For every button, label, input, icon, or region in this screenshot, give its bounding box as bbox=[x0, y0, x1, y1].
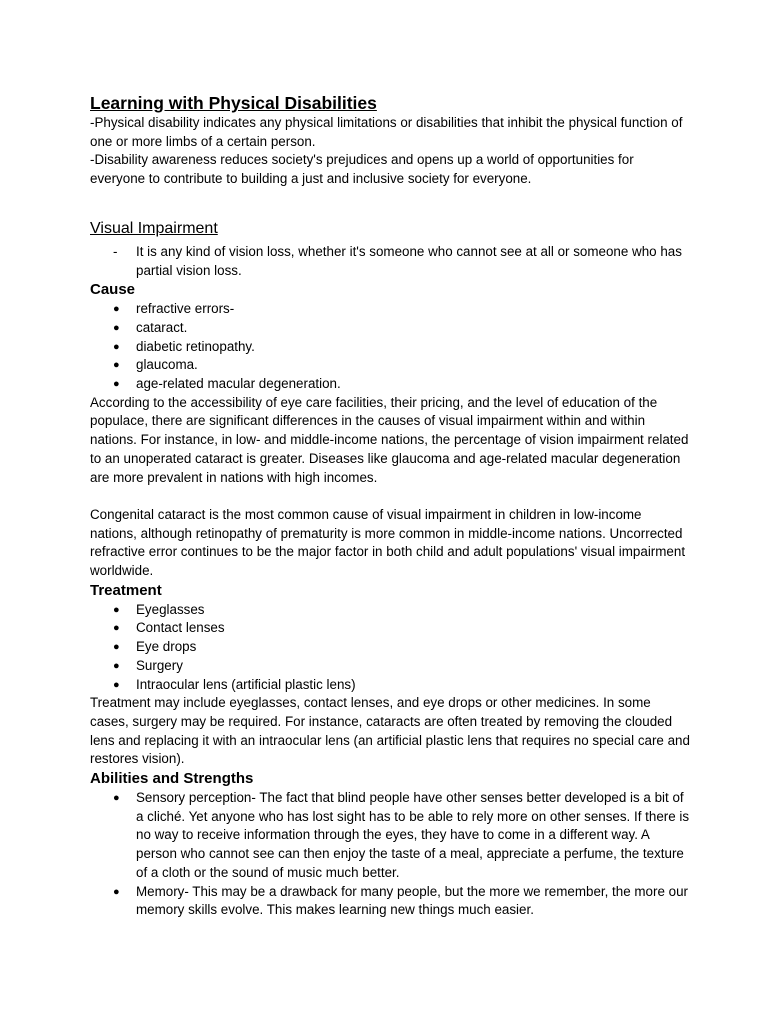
list-item-text: Contact lenses bbox=[136, 620, 225, 636]
section-heading-visual-impairment: Visual Impairment bbox=[90, 219, 218, 237]
list-item-text: Intraocular lens (artificial plastic lens) bbox=[136, 676, 356, 692]
list-item-text: cataract. bbox=[136, 319, 188, 335]
paragraph-spacer bbox=[90, 487, 690, 506]
list-item-text: Sensory perception- The fact that blind people have other senses better developed is a bit of a cliché. Yet anyone who has lost sight has to be able to rely more on other senses. If there is no way to receive information through the eyes, they have to come in a different way. A person who cannot see can then enjoy the taste of a meal, appreciate a perfume, the texture of a cloth or the sound of music much better. bbox=[136, 790, 690, 880]
bullet-icon: ● bbox=[113, 359, 120, 372]
subheading-abilities: Abilities and Strengths bbox=[90, 770, 254, 788]
list-item-text: diabetic retinopathy. bbox=[136, 338, 255, 354]
cause-list bbox=[90, 300, 690, 394]
subheading-treatment: Treatment bbox=[90, 581, 162, 599]
dash-marker: - bbox=[113, 243, 118, 259]
document-content bbox=[90, 92, 690, 920]
bullet-icon: ● bbox=[113, 792, 120, 805]
list-item bbox=[90, 356, 690, 375]
list-item-text: Surgery bbox=[136, 657, 183, 673]
bullet-icon: ● bbox=[113, 678, 120, 691]
bullet-icon: ● bbox=[113, 340, 120, 353]
document-title: Learning with Physical Disabilities bbox=[90, 93, 377, 113]
definition-text: It is any kind of vision loss, whether it's someone who cannot see at all or someone who has partial vision loss. bbox=[136, 243, 682, 278]
intro-paragraph-2: -Disability awareness reduces society's prejudices and opens up a world of opportunities for everyone to contribute to building a just and inclusive society for everyone. bbox=[90, 152, 634, 187]
abilities-list bbox=[90, 789, 690, 920]
bullet-icon: ● bbox=[113, 378, 120, 391]
list-item bbox=[90, 243, 690, 280]
bullet-icon: ● bbox=[113, 659, 120, 672]
subheading-cause: Cause bbox=[90, 281, 136, 299]
list-item-text: age-related macular degeneration. bbox=[136, 376, 341, 392]
list-item bbox=[90, 375, 690, 394]
cause-paragraph-2: Congenital cataract is the most common cause of visual impairment in children in low-income nations, although retinopathy of prematurity is more common in middle-income nations. Uncorrected refractive error continues to be the major factor in both child and adult populations' visual impairment worldwide. bbox=[90, 506, 686, 579]
list-item bbox=[90, 338, 690, 357]
list-item bbox=[90, 319, 690, 338]
list-item-text: Memory- This may be a drawback for many people, but the more we remember, the more our memory skills evolve. This makes learning new things much easier. bbox=[136, 883, 688, 918]
list-item-text: refractive errors- bbox=[136, 301, 235, 317]
treatment-list bbox=[90, 601, 690, 695]
list-item bbox=[90, 601, 690, 620]
bullet-icon: ● bbox=[113, 885, 120, 898]
list-item bbox=[90, 883, 690, 920]
list-item-text: glaucoma. bbox=[136, 357, 198, 373]
list-item bbox=[90, 300, 690, 319]
list-item bbox=[90, 657, 690, 676]
bullet-icon: ● bbox=[113, 622, 120, 635]
list-item bbox=[90, 638, 690, 657]
bullet-icon: ● bbox=[113, 603, 120, 616]
intro-paragraph-1: -Physical disability indicates any physical limitations or disabilities that inhibit the physical function of one or more limbs of a certain person. bbox=[90, 115, 683, 149]
definition-list bbox=[90, 243, 690, 280]
list-item bbox=[90, 676, 690, 695]
cause-paragraph-1: According to the accessibility of eye care facilities, their pricing, and the level of education of the populace, there are significant differences in the causes of visual impairment within and within nations. For instance, in low- and middle-income nations, the percentage of vision impairment related to an unoperated cataract is greater. Diseases like glaucoma and age-related macular degeneration are more prevalent in nations with high incomes. bbox=[90, 394, 689, 485]
list-item-text: Eye drops bbox=[136, 639, 197, 655]
bullet-icon: ● bbox=[113, 303, 120, 316]
list-item bbox=[90, 619, 690, 638]
list-item bbox=[90, 789, 690, 883]
treatment-paragraph: Treatment may include eyeglasses, contact lenses, and eye drops or other medicines. In some cases, surgery may be required. For instance, cataracts are often treated by removing the clouded lens and replacing it with an intraocular lens (an artificial plastic lens that requires no special care and restores vision). bbox=[90, 695, 690, 767]
bullet-icon: ● bbox=[113, 641, 120, 654]
list-item-text: Eyeglasses bbox=[136, 601, 205, 617]
bullet-icon: ● bbox=[113, 321, 120, 334]
